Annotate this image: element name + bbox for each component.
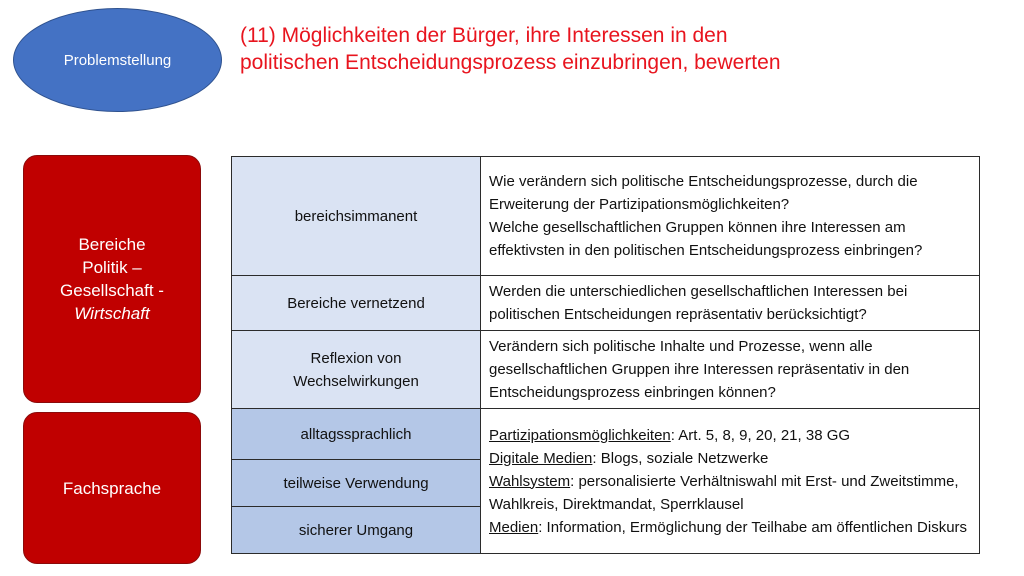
question-2: Welche gesellschaftlichen Gruppen können ihre Interessen am effektivsten in den politischen Entscheidungsprozess einbringen?: [489, 219, 923, 259]
problemstellung-label: Problemstellung: [63, 51, 172, 69]
slide-title-line-1: (11) Möglichkeiten der Bürger, ihre Interessen in den: [240, 24, 728, 47]
table-row-level-1: [232, 409, 980, 460]
term-name: Digitale Medien: [489, 449, 593, 467]
bereiche-line-2: Politik –: [82, 258, 142, 277]
terms-cell: [481, 409, 980, 554]
level-alltagssprachlich: alltagssprachlich: [232, 409, 481, 460]
term-item: [489, 447, 971, 470]
reflexion-line-1: Reflexion von: [310, 349, 402, 367]
term-item: [489, 470, 971, 516]
row-text-bereichsimmanent: [481, 157, 980, 276]
bereiche-box: [23, 155, 201, 403]
fachsprache-box: [23, 412, 201, 564]
term-name: Medien: [489, 518, 539, 536]
row-text-vernetzend: Werden die unterschiedlichen gesellschaftlichen Interessen bei politischen Entscheidungen repräsentativ berücksichtigt?: [481, 276, 980, 331]
bereiche-line-1: Bereiche: [78, 235, 146, 254]
bereiche-line-4: Wirtschaft: [74, 304, 150, 323]
table-row-bereichsimmanent: [232, 157, 980, 276]
term-item: [489, 424, 971, 447]
term-name: Partizipationsmöglichkeiten: [489, 426, 671, 444]
question-1: Wie verändern sich politische Entscheidungsprozesse, durch die Erweiterung der Partizipationsmöglichkeiten?: [489, 173, 918, 213]
table-row-vernetzend: [232, 276, 980, 331]
term-item: [489, 516, 971, 539]
term-definition: : Blogs, soziale Netzwerke: [592, 449, 769, 467]
table-row-reflexion: [232, 331, 980, 409]
slide-title: [240, 22, 940, 76]
row-text-reflexion: Verändern sich politische Inhalte und Prozesse, wenn alle gesellschaftlichen Gruppen ihre Interessen repräsentativ in den Entscheidungsprozess einbringen können?: [481, 331, 980, 409]
term-definition: : personalisierte Verhältniswahl mit Erst- und Zweitstimme, Wahlkreis, Direktmandat, Sperrklausel: [489, 472, 959, 513]
term-name: Wahlsystem: [489, 472, 571, 490]
level-sicher: sicherer Umgang: [232, 507, 481, 554]
reflexion-line-2: Wechselwirkungen: [293, 372, 419, 390]
level-teilweise: teilweise Verwendung: [232, 460, 481, 507]
fachsprache-label: Fachsprache: [62, 478, 162, 498]
term-definition: : Information, Ermöglichung der Teilhabe am öffentlichen Diskurs: [538, 518, 968, 536]
term-definition: : Art. 5, 8, 9, 20, 21, 38 GG: [670, 426, 851, 444]
bereiche-line-3: Gesellschaft -: [60, 281, 164, 300]
slide-title-line-2: politischen Entscheidungsprozess einzubringen, bewerten: [240, 51, 781, 74]
row-label-reflexion: [232, 331, 481, 409]
problemstellung-ellipse: [13, 8, 222, 112]
row-label-vernetzend: Bereiche vernetzend: [232, 276, 481, 331]
competence-table: [231, 156, 980, 554]
row-label-bereichsimmanent: bereichsimmanent: [232, 157, 481, 276]
